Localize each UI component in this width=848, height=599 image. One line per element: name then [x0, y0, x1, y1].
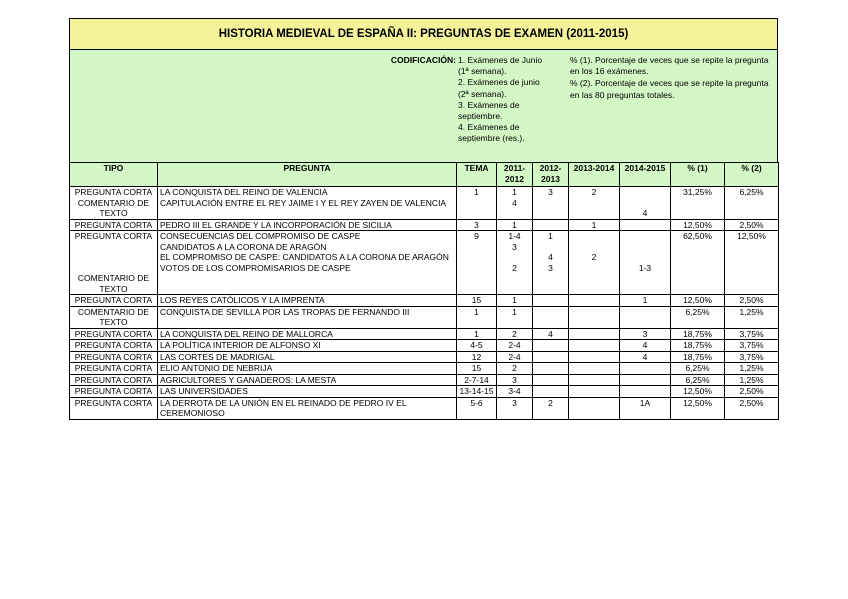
cell-2013-2014: 2	[569, 231, 620, 295]
cell-2013-2014	[569, 295, 620, 307]
cell-pregunta: PEDRO III EL GRANDE Y LA INCORPORACIÓN DE SICILIA	[158, 219, 457, 231]
cell-tipo: PREGUNTA CORTA COMENTARIO DE TEXTO	[70, 187, 158, 220]
cell-pct2: 6,25%	[725, 187, 779, 220]
cell-2013-2014	[569, 328, 620, 340]
cell-pct2: 1,25%	[725, 306, 779, 328]
header-2012-2013: 2012-2013	[533, 163, 569, 187]
cell-2012-2013	[533, 295, 569, 307]
table-row	[70, 340, 779, 352]
pct2-legend: % (2). Porcentaje de veces que se repite la pregunta en las 80 preguntas totales.	[570, 78, 769, 100]
cell-pregunta: ELIO ANTONIO DE NEBRIJA	[158, 363, 457, 375]
cell-2013-2014	[569, 397, 620, 419]
table-body	[70, 187, 779, 420]
table-row	[70, 351, 779, 363]
questions-table	[69, 162, 779, 420]
header-row	[70, 163, 779, 187]
cell-2012-2013	[533, 306, 569, 328]
cell-2012-2013	[533, 340, 569, 352]
cell-2011-2012: 3-4	[497, 386, 533, 398]
cell-tema: 2-7-14	[457, 374, 497, 386]
cell-2012-2013: 2	[533, 397, 569, 419]
cell-2012-2013: 4	[533, 328, 569, 340]
cell-2011-2012: 1	[497, 219, 533, 231]
cell-2013-2014	[569, 374, 620, 386]
cell-pct2: 2,50%	[725, 295, 779, 307]
cell-2014-2015	[620, 374, 671, 386]
codification-item: 2. Exámenes de junio (2ª semana).	[458, 77, 540, 99]
cell-2013-2014: 2	[569, 187, 620, 220]
codification-label: CODIFICACIÓN:	[390, 55, 456, 65]
cell-pct2: 12,50%	[725, 231, 779, 295]
cell-tipo: PREGUNTA CORTA	[70, 340, 158, 352]
cell-pregunta: LOS REYES CATÓLICOS Y LA IMPRENTA	[158, 295, 457, 307]
cell-pregunta: LA CONQUISTA DEL REINO DE MALLORCA	[158, 328, 457, 340]
cell-2014-2015	[620, 363, 671, 375]
cell-pct1: 6,25%	[671, 363, 725, 375]
cell-2011-2012: 3	[497, 374, 533, 386]
cell-pct1: 18,75%	[671, 328, 725, 340]
header-pregunta: PREGUNTA	[158, 163, 457, 187]
cell-pregunta: AGRICULTORES Y GANADEROS: LA MESTA	[158, 374, 457, 386]
cell-2011-2012: 1	[497, 306, 533, 328]
table-row	[70, 397, 779, 419]
cell-tema: 3	[457, 219, 497, 231]
cell-pct2: 3,75%	[725, 351, 779, 363]
codification-list	[458, 55, 552, 145]
header-2013-2014: 2013-2014	[569, 163, 620, 187]
cell-tipo: PREGUNTA CORTA	[70, 363, 158, 375]
codification-panel	[69, 49, 778, 162]
cell-tipo: PREGUNTA CORTA	[70, 351, 158, 363]
table-row	[70, 306, 779, 328]
cell-pregunta: LA POLÍTICA INTERIOR DE ALFONSO XI	[158, 340, 457, 352]
cell-2012-2013: 1 4 3	[533, 231, 569, 295]
header-tipo: TIPO	[70, 163, 158, 187]
codification-item: 1. Exámenes de Junio (1ª semana).	[458, 55, 543, 77]
cell-pct1: 6,25%	[671, 306, 725, 328]
cell-pct1: 6,25%	[671, 374, 725, 386]
cell-tipo: PREGUNTA CORTA	[70, 386, 158, 398]
header-tema: TEMA	[457, 163, 497, 187]
codification-item: 3. Exámenes de septiembre.	[458, 99, 520, 122]
cell-tema: 15	[457, 295, 497, 307]
cell-2014-2015	[620, 306, 671, 328]
cell-2013-2014	[569, 351, 620, 363]
cell-2014-2015: 1-3	[620, 231, 671, 295]
cell-pregunta: LA DERROTA DE LA UNIÓN EN EL REINADO DE PEDRO IV EL CEREMONIOSO	[158, 397, 457, 419]
cell-tipo: PREGUNTA CORTA	[70, 374, 158, 386]
cell-2012-2013	[533, 219, 569, 231]
cell-pct2: 3,75%	[725, 340, 779, 352]
cell-pct1: 12,50%	[671, 295, 725, 307]
cell-2014-2015: 4	[620, 340, 671, 352]
cell-tema: 5-6	[457, 397, 497, 419]
cell-pct1: 12,50%	[671, 219, 725, 231]
cell-2011-2012: 2-4	[497, 340, 533, 352]
cell-pregunta: LAS UNIVERSIDADES	[158, 386, 457, 398]
cell-tipo: COMENTARIO DE TEXTO	[70, 306, 158, 328]
cell-2011-2012: 1 4	[497, 187, 533, 220]
header-pct2: % (2)	[725, 163, 779, 187]
cell-2014-2015	[620, 219, 671, 231]
cell-pregunta: CONQUISTA DE SEVILLA POR LAS TROPAS DE FERNANDO III	[158, 306, 457, 328]
cell-pregunta: LAS CORTES DE MADRIGAL	[158, 351, 457, 363]
header-2014-2015: 2014-2015	[620, 163, 671, 187]
cell-pct1: 31,25%	[671, 187, 725, 220]
table-row	[70, 295, 779, 307]
cell-2011-2012: 3	[497, 397, 533, 419]
cell-tipo: PREGUNTA CORTA	[70, 295, 158, 307]
cell-pregunta: LA CONQUISTA DEL REINO DE VALENCIA CAPITULACIÓN ENTRE EL REY JAIME I Y EL REY ZAYEN DE VALENCIA	[158, 187, 457, 220]
cell-tema: 9	[457, 231, 497, 295]
cell-2014-2015: 1	[620, 295, 671, 307]
header-pct1: % (1)	[671, 163, 725, 187]
cell-tema: 4-5	[457, 340, 497, 352]
cell-tema: 13-14-15	[457, 386, 497, 398]
table-row	[70, 219, 779, 231]
cell-2013-2014	[569, 363, 620, 375]
codification-item: 4. Exámenes de septiembre (res.).	[458, 122, 525, 144]
cell-pct1: 18,75%	[671, 351, 725, 363]
cell-2011-2012: 2	[497, 363, 533, 375]
cell-tipo: PREGUNTA CORTA	[70, 219, 158, 231]
cell-tema: 15	[457, 363, 497, 375]
table-row	[70, 374, 779, 386]
cell-2011-2012: 2-4	[497, 351, 533, 363]
cell-pct2: 1,25%	[725, 374, 779, 386]
table-row	[70, 231, 779, 295]
cell-2012-2013	[533, 351, 569, 363]
cell-2013-2014: 1	[569, 219, 620, 231]
cell-2014-2015: 1A	[620, 397, 671, 419]
cell-2013-2014	[569, 386, 620, 398]
cell-2014-2015: 4	[620, 351, 671, 363]
pct1-legend: % (1). Porcentaje de veces que se repite la pregunta en los 16 exámenes.	[570, 55, 769, 77]
cell-tema: 1	[457, 187, 497, 220]
sheet-title: HISTORIA MEDIEVAL DE ESPAÑA II: PREGUNTAS DE EXAMEN (2011-2015)	[69, 18, 778, 49]
spreadsheet	[69, 18, 778, 420]
cell-pct1: 12,50%	[671, 397, 725, 419]
cell-pct2: 1,25%	[725, 363, 779, 375]
header-2011-2012: 2011-2012	[497, 163, 533, 187]
cell-2012-2013: 3	[533, 187, 569, 220]
cell-tema: 1	[457, 306, 497, 328]
cell-pct2: 2,50%	[725, 397, 779, 419]
cell-2014-2015: 4	[620, 187, 671, 220]
cell-tipo: PREGUNTA CORTA	[70, 397, 158, 419]
cell-2011-2012: 2	[497, 328, 533, 340]
cell-2012-2013	[533, 386, 569, 398]
cell-2013-2014	[569, 340, 620, 352]
cell-pct2: 2,50%	[725, 386, 779, 398]
percentage-legend	[570, 55, 775, 102]
cell-tipo: PREGUNTA CORTA	[70, 328, 158, 340]
cell-2013-2014	[569, 306, 620, 328]
cell-2012-2013	[533, 374, 569, 386]
table-row	[70, 386, 779, 398]
table-row	[70, 328, 779, 340]
cell-pregunta: CONSECUENCIAS DEL COMPROMISO DE CASPE CANDIDATOS A LA CORONA DE ARAGÓN EL COMPROMISO DE CASPE: CANDIDATOS A LA CORONA DE ARAGÓN VOTOS DE LOS COMPROMISARIOS DE CASPE	[158, 231, 457, 295]
cell-pct1: 62,50%	[671, 231, 725, 295]
cell-2011-2012: 1	[497, 295, 533, 307]
cell-2011-2012: 1-4 3 2	[497, 231, 533, 295]
cell-pct2: 2,50%	[725, 219, 779, 231]
cell-pct1: 18,75%	[671, 340, 725, 352]
cell-tema: 12	[457, 351, 497, 363]
cell-2014-2015	[620, 386, 671, 398]
table-row	[70, 187, 779, 220]
cell-pct2: 3,75%	[725, 328, 779, 340]
cell-pct1: 12,50%	[671, 386, 725, 398]
cell-2014-2015: 3	[620, 328, 671, 340]
table-row	[70, 363, 779, 375]
cell-tipo: PREGUNTA CORTA COMENTARIO DE TEXTO	[70, 231, 158, 295]
cell-2012-2013	[533, 363, 569, 375]
cell-tema: 1	[457, 328, 497, 340]
